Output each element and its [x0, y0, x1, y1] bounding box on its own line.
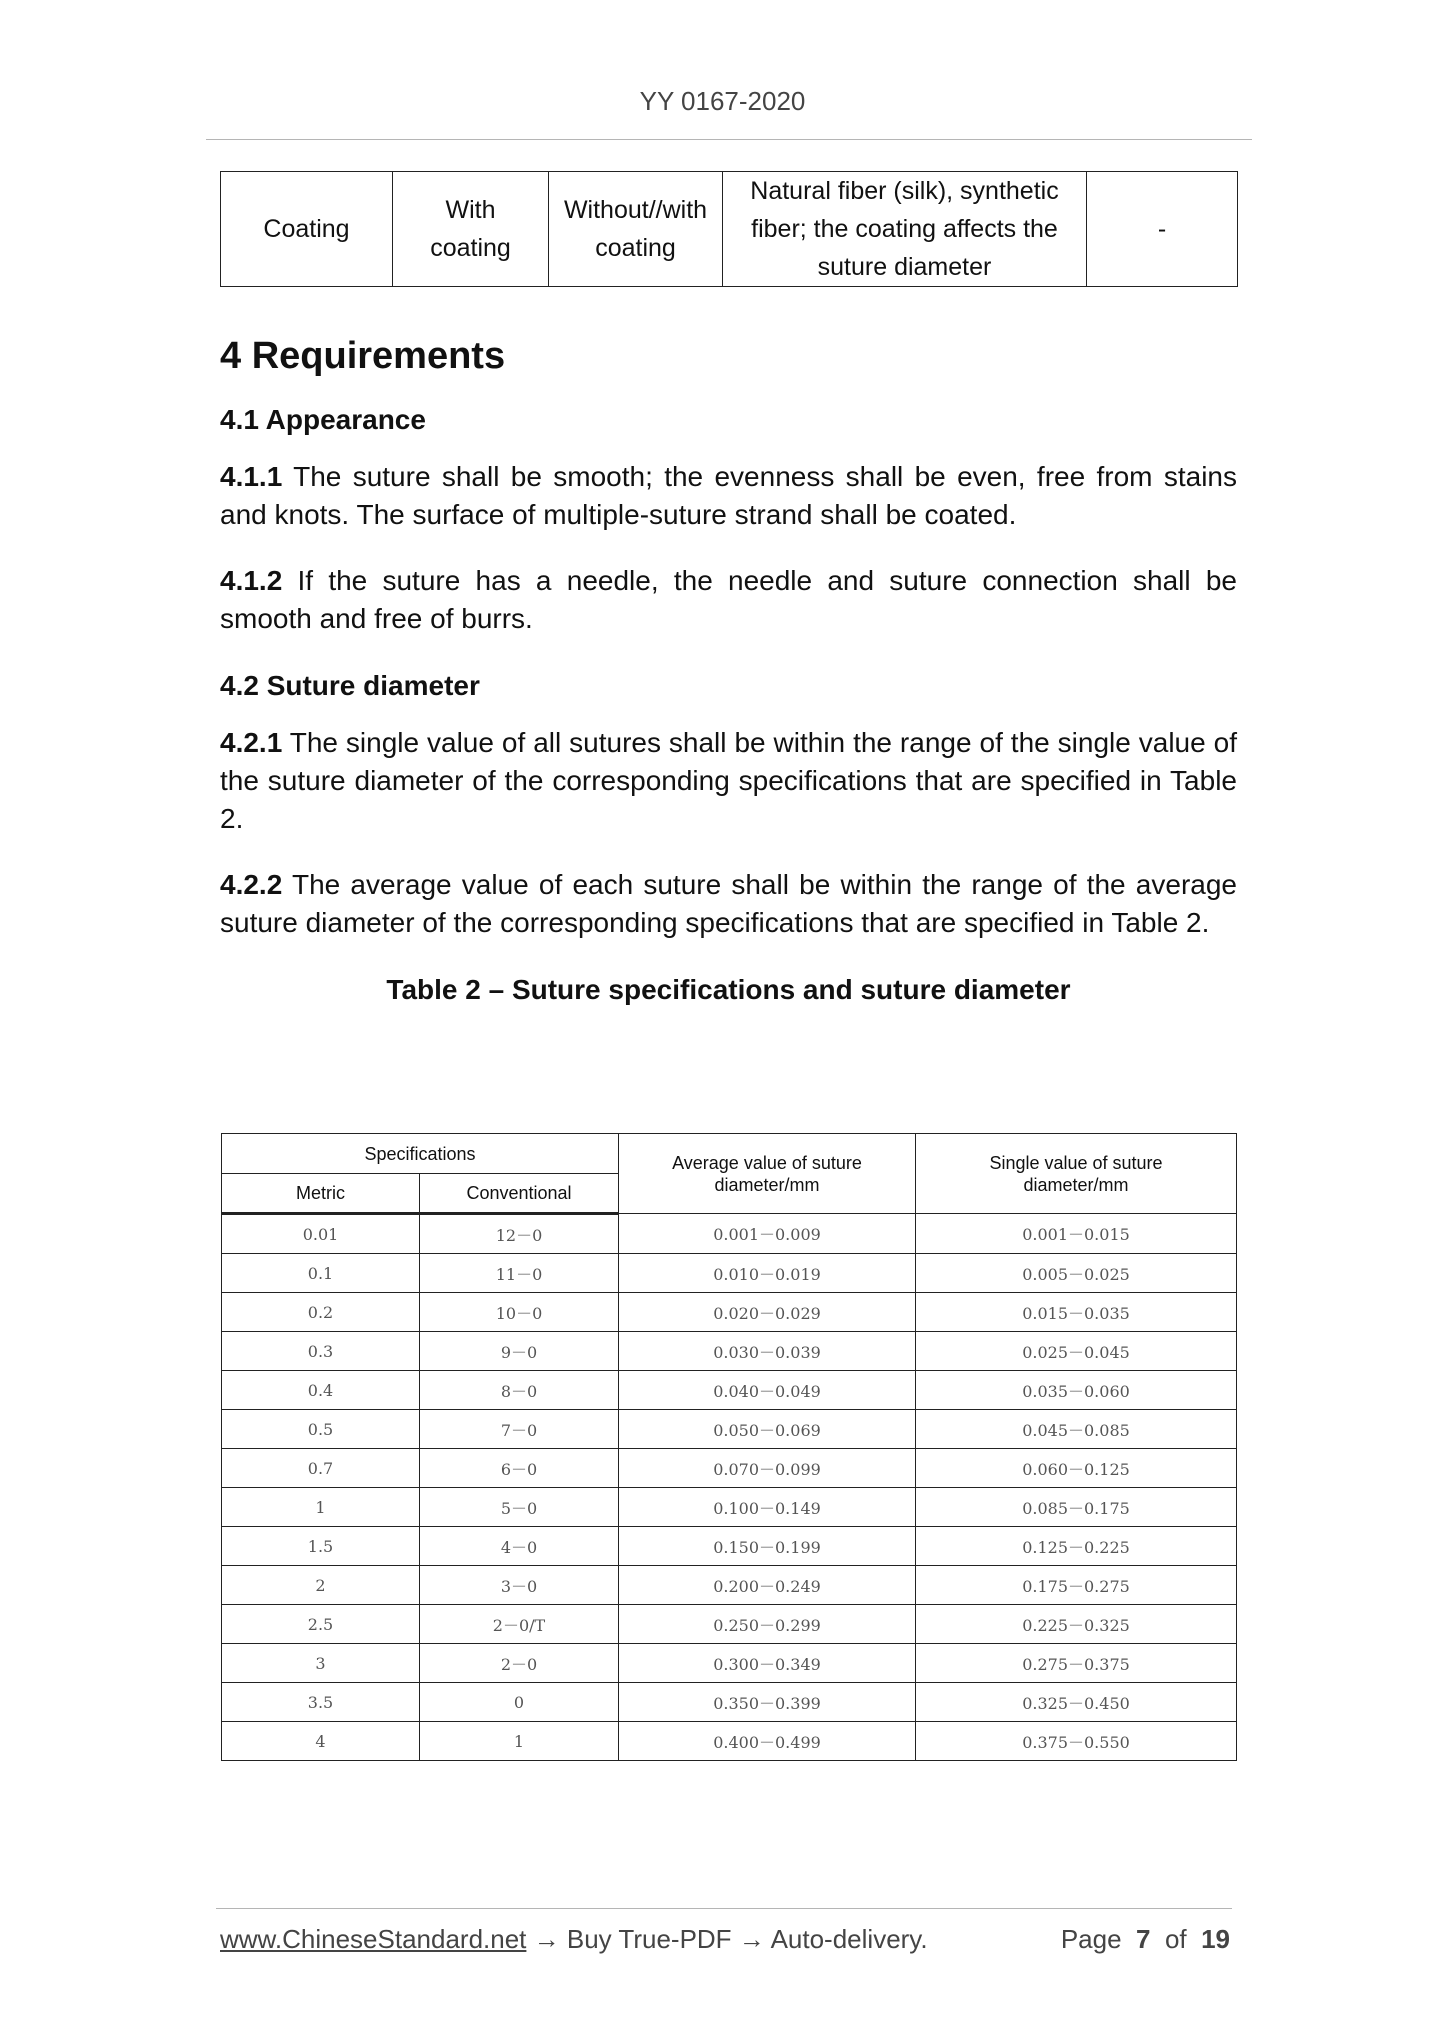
table-cell: 11－0 [420, 1254, 619, 1293]
table-cell: 0.005－0.025 [916, 1254, 1237, 1293]
table-cell: 0.010－0.019 [619, 1254, 916, 1293]
clause-text: The single value of all sutures shall be within the range of the single value of the suture diameter of the corresponding specifications that are specified in Table 2. [220, 727, 1237, 834]
table-row [221, 172, 1238, 287]
table-cell: 12－0 [420, 1214, 619, 1254]
section-title: 4 Requirements [220, 335, 506, 377]
clause-text: The average value of each suture shall be within the range of the average suture diameter of the corresponding specifications that are specified in Table 2. [220, 869, 1237, 938]
page-footer [220, 1924, 1230, 1955]
table-row [222, 1722, 1237, 1761]
table-cell: 4 [222, 1722, 420, 1761]
table-cell: 0.025－0.045 [916, 1332, 1237, 1371]
table-cell: 7－0 [420, 1410, 619, 1449]
table-cell: 0.275－0.375 [916, 1644, 1237, 1683]
clause-4-2-1 [220, 724, 1237, 838]
page-total: 19 [1201, 1924, 1230, 1954]
table-cell: 0.085－0.175 [916, 1488, 1237, 1527]
table-row [222, 1605, 1237, 1644]
table-cell: 3－0 [420, 1566, 619, 1605]
table-cell: 0.030－0.039 [619, 1332, 916, 1371]
table-cell: 0.5 [222, 1410, 420, 1449]
table-cell: 0.060－0.125 [916, 1449, 1237, 1488]
subsection-title-appearance: 4.1 Appearance [220, 404, 426, 435]
table-cell: 0.2 [222, 1293, 420, 1332]
table-row [222, 1644, 1237, 1683]
table-cell: 0.7 [222, 1449, 420, 1488]
table-row [222, 1410, 1237, 1449]
table-cell: 0.150－0.199 [619, 1527, 916, 1566]
clause-number: 4.2.1 [220, 727, 283, 758]
table-cell: - [1087, 172, 1238, 287]
table-cell: 0.045－0.085 [916, 1410, 1237, 1449]
page-indicator [1061, 1924, 1230, 1955]
clause-4-1-1 [220, 458, 1237, 534]
table-row [222, 1566, 1237, 1605]
page-word: Page [1060, 1924, 1122, 1954]
table-cell: 2－0/T [420, 1605, 619, 1644]
table-cell: 0.100－0.149 [619, 1488, 916, 1527]
table-cell: 0.300－0.349 [619, 1644, 916, 1683]
table-row [222, 1683, 1237, 1722]
table-cell: Without//with coating [549, 172, 723, 287]
table-cell: 0 [420, 1683, 619, 1722]
table-cell: 0.4 [222, 1371, 420, 1410]
table-cell: 0.250－0.299 [619, 1605, 916, 1644]
website-link[interactable]: www.ChineseStandard.net [220, 1924, 527, 1954]
header-conventional: Conventional [420, 1174, 619, 1214]
table-cell: 6－0 [420, 1449, 619, 1488]
table-cell: 1 [222, 1488, 420, 1527]
table-cell: 0.050－0.069 [619, 1410, 916, 1449]
table-cell: 10－0 [420, 1293, 619, 1332]
subsection-title-suture-diameter: 4.2 Suture diameter [220, 670, 480, 701]
suture-spec-table [221, 1133, 1237, 1761]
table-cell: 0.001－0.009 [619, 1214, 916, 1254]
table-cell: 5－0 [420, 1488, 619, 1527]
table-row [222, 1293, 1237, 1332]
table-cell: Natural fiber (silk), synthetic fiber; the coating affects the suture diameter [723, 172, 1087, 287]
table-cell: 2 [222, 1566, 420, 1605]
clause-number: 4.2.2 [220, 869, 283, 900]
footer-tagline: → Buy True-PDF → Auto-delivery. [526, 1924, 928, 1954]
header-metric: Metric [222, 1174, 420, 1214]
footer-divider [216, 1908, 1232, 1909]
table-cell: 2－0 [420, 1644, 619, 1683]
table-body [222, 1214, 1237, 1761]
table-cell: 0.350－0.399 [619, 1683, 916, 1722]
table-cell: 2.5 [222, 1605, 420, 1644]
table-cell: 0.125－0.225 [916, 1527, 1237, 1566]
table-cell: 0.020－0.029 [619, 1293, 916, 1332]
clause-4-2-2 [220, 866, 1237, 942]
of-word: of [1164, 1924, 1187, 1954]
header-divider [206, 139, 1252, 140]
table-row [222, 1488, 1237, 1527]
page-number: 7 [1136, 1924, 1151, 1954]
table-row [222, 1527, 1237, 1566]
table-cell: 0.3 [222, 1332, 420, 1371]
clause-number: 4.1.1 [220, 461, 283, 492]
header-single-value: Single value of suture diameter/mm [916, 1134, 1237, 1214]
table-cell: 0.035－0.060 [916, 1371, 1237, 1410]
table-cell: 3.5 [222, 1683, 420, 1722]
requirements-section [220, 330, 1237, 1010]
table-cell: 9－0 [420, 1332, 619, 1371]
clause-4-1-2 [220, 562, 1237, 638]
table-cell: With coating [393, 172, 549, 287]
table-cell: 0.070－0.099 [619, 1449, 916, 1488]
table-cell: 0.175－0.275 [916, 1566, 1237, 1605]
header-average-value: Average value of suture diameter/mm [619, 1134, 916, 1214]
table-cell: 0.001－0.015 [916, 1214, 1237, 1254]
table-header-row [222, 1134, 1237, 1174]
table-cell: 0.01 [222, 1214, 420, 1254]
table-row [222, 1214, 1237, 1254]
table-cell: 0.200－0.249 [619, 1566, 916, 1605]
clause-text: The suture shall be smooth; the evenness shall be even, free from stains and knots. The surface of multiple-suture strand shall be coated. [220, 461, 1237, 530]
table-cell: 4－0 [420, 1527, 619, 1566]
table-cell: 1 [420, 1722, 619, 1761]
table-cell: 0.225－0.325 [916, 1605, 1237, 1644]
clause-number: 4.1.2 [220, 565, 283, 596]
table-row [222, 1371, 1237, 1410]
table-row [222, 1449, 1237, 1488]
table-row [222, 1332, 1237, 1371]
table-cell: 0.375－0.550 [916, 1722, 1237, 1761]
table-cell: 0.015－0.035 [916, 1293, 1237, 1332]
table-2-title: Table 2 – Suture specifications and suture diameter [386, 974, 1071, 1005]
table-cell: 0.1 [222, 1254, 420, 1293]
coating-table-continuation [220, 171, 1238, 287]
document-id-header: YY 0167-2020 [639, 86, 806, 116]
header-specifications: Specifications [222, 1134, 619, 1174]
table-cell: Coating [221, 172, 393, 287]
table-cell: 0.040－0.049 [619, 1371, 916, 1410]
table-cell: 0.400－0.499 [619, 1722, 916, 1761]
table-row [222, 1254, 1237, 1293]
table-cell: 1.5 [222, 1527, 420, 1566]
table-cell: 3 [222, 1644, 420, 1683]
clause-text: If the suture has a needle, the needle and suture connection shall be smooth and free of burrs. [220, 565, 1237, 634]
table-cell: 0.325－0.450 [916, 1683, 1237, 1722]
table-cell: 8－0 [420, 1371, 619, 1410]
